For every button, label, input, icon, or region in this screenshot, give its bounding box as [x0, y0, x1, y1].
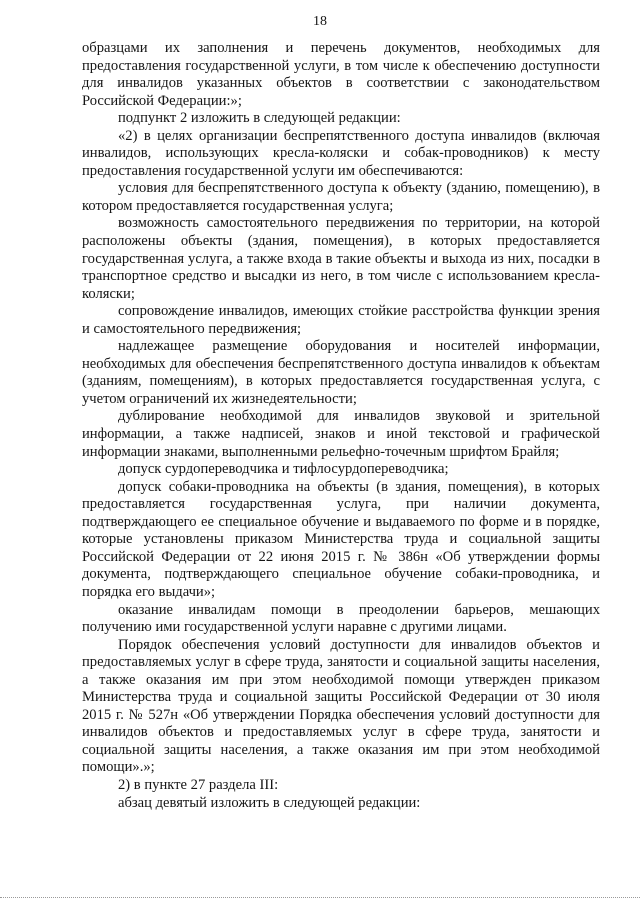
- paragraph: допуск сурдопереводчика и тифлосурдопереводчика;: [118, 461, 449, 478]
- paragraph: дублирование необходимой для инвалидов звуковой и зрительной информации, а также надписей, знаков и иной текстовой и графической информации знаками, выполненными рельефно-точечным шрифтом Брайля;: [82, 408, 600, 460]
- paragraph: надлежащее размещение оборудования и носителей информации, необходимых для обеспечения беспрепятственного доступа инвалидов к объектам (зданиям, помещениям), в которых предоставляется государственная услуга, с учетом ограничений их жизнедеятельности;: [82, 338, 600, 407]
- paragraph: возможность самостоятельного передвижения по территории, на которой расположены объекты (здания, помещения), в которых предоставляется государственная услуга, а также входа в такие объекты и выхода из них, посадки в транспортное средство и высадки из него, в том числе с использованием кресла-коляски;: [82, 215, 600, 302]
- page-bottom-divider: [0, 897, 640, 898]
- paragraph: сопровождение инвалидов, имеющих стойкие расстройства функции зрения и самостоятельного передвижения;: [82, 303, 600, 337]
- page-number: 18: [313, 14, 327, 29]
- paragraph: Порядок обеспечения условий доступности для инвалидов объектов и предоставляемых услуг в сфере труда, занятости и социальной защиты населения, а также оказания им при этом необходимой помощи утвержден приказом Министерства труда и социальной защиты Российской Федерации от 30 июля 2015 г. № 527н «Об утверждении Порядка обеспечения условий доступности для инвалидов объектов и предоставляемых услуг в сфере труда, занятости и социальной защиты населения, а также оказания им при этом необходимой помощи».»;: [82, 636, 600, 776]
- paragraph: «2) в целях организации беспрепятственного доступа инвалидов (включая инвалидов, использующих кресла-коляски и собак-проводников) к месту предоставления государственной услуги им обеспечиваются:: [82, 127, 600, 179]
- paragraph: подпункт 2 изложить в следующей редакции:: [118, 110, 401, 127]
- paragraph: абзац девятый изложить в следующей редакции:: [118, 794, 421, 811]
- paragraph: 2) в пункте 27 раздела III:: [118, 776, 279, 793]
- document-body: [82, 40, 600, 812]
- paragraph: допуск собаки-проводника на объекты (в здания, помещения), в которых предоставляется государственная услуга, при наличии документа, подтверждающего ее специальное обучение и выдаваемого по форме и в порядке, которые установлены приказом Министерства труда и социальной защиты Российской Федерации от 22 июня 2015 г. № 386н «Об утверждении формы документа, подтверждающего специальное обучение собаки-проводника, и порядка его выдачи»;: [82, 478, 600, 600]
- paragraph: оказание инвалидам помощи в преодолении барьеров, мешающих получению ими государственной услуги наравне с другими лицами.: [82, 601, 600, 636]
- paragraph: образцами их заполнения и перечень документов, необходимых для предоставления государственной услуги, в том числе к обеспечению доступности для инвалидов указанных объектов в соответствии с законодательством Российской Федерации:»;: [82, 40, 600, 109]
- paragraph: условия для беспрепятственного доступа к объекту (зданию, помещению), в котором предоставляется государственная услуга;: [82, 180, 600, 214]
